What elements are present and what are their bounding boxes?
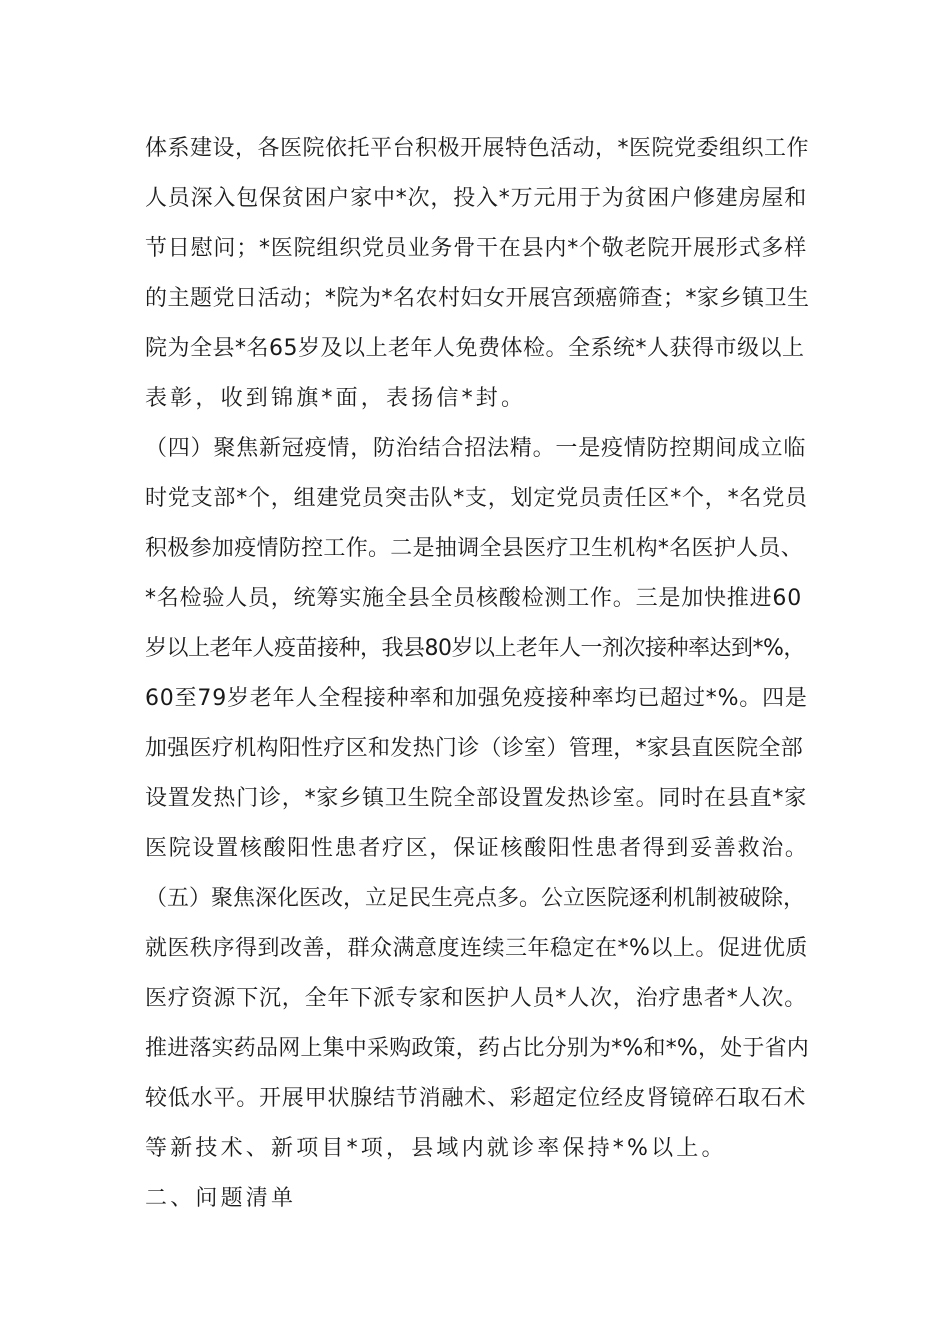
text-line: 较低水平。开展甲状腺结节消融术、彩超定位经皮肾镜碎石取石术 — [145, 1086, 807, 1111]
paragraph-continuation — [145, 124, 810, 424]
text-line: 等新技术、新项目*项，县域内就诊率保持*%以上。 — [145, 1136, 727, 1161]
text-line: 的主题党日活动；*院为*名农村妇女开展宫颈癌筛查；*家乡镇卫生 — [145, 286, 810, 311]
text-line: 加强医疗机构阳性疗区和发热门诊（诊室）管理，*家县直医院全部 — [145, 736, 804, 761]
text-line: 院为全县*名65岁及以上老年人免费体检。全系统*人获得市级以上 — [145, 336, 805, 361]
text-line: 体系建设，各医院依托平台积极开展特色活动，*医院党委组织工作 — [145, 136, 810, 161]
text-line: 医院设置核酸阳性患者疗区，保证核酸阳性患者得到妥善救治。 — [145, 836, 809, 861]
text-line: 人员深入包保贫困户家中*次，投入*万元用于为贫困户修建房屋和 — [145, 186, 808, 211]
text-line: 时党支部*个，组建党员突击队*支，划定党员责任区*个，*名党员 — [145, 486, 808, 511]
text-line: 积极参加疫情防控工作。二是抽调全县医疗卫生机构*名医护人员、 — [145, 536, 804, 561]
text-line: 就医秩序得到改善，群众满意度连续三年稳定在*%以上。促进优质 — [145, 936, 808, 961]
text-line: 岁以上老年人疫苗接种，我县80岁以上老年人一剂次接种率达到*%， — [145, 636, 805, 661]
text-line: （四）聚焦新冠疫情，防治结合招法精。一是疫情防控期间成立临 — [145, 436, 807, 461]
text-line: （五）聚焦深化医改，立足民生亮点多。公立医院逐利机制被破除， — [145, 886, 806, 911]
text-line: 表彰，收到锦旗*面，表扬信*封。 — [145, 386, 527, 411]
heading-problem-list: 二、问题清单 — [145, 1186, 297, 1211]
section-heading — [145, 1174, 810, 1224]
paragraph-section-five — [145, 874, 810, 1174]
paragraph-section-four — [145, 424, 810, 874]
text-line: 推进落实药品网上集中采购政策，药占比分别为*%和*%，处于省内 — [145, 1036, 810, 1061]
text-line: *名检验人员，统筹实施全县全员核酸检测工作。三是加快推进60 — [145, 586, 802, 611]
text-line: 医疗资源下沉，全年下派专家和医护人员*人次，治疗患者*人次。 — [145, 986, 808, 1011]
text-line: 设置发热门诊，*家乡镇卫生院全部设置发热诊室。同时在县直*家 — [145, 786, 808, 811]
text-line: 60至79岁老年人全程接种率和加强免疫接种率均已超过*%。四是 — [145, 686, 808, 711]
text-line: 节日慰问；*医院组织党员业务骨干在县内*个敬老院开展形式多样 — [145, 236, 808, 261]
